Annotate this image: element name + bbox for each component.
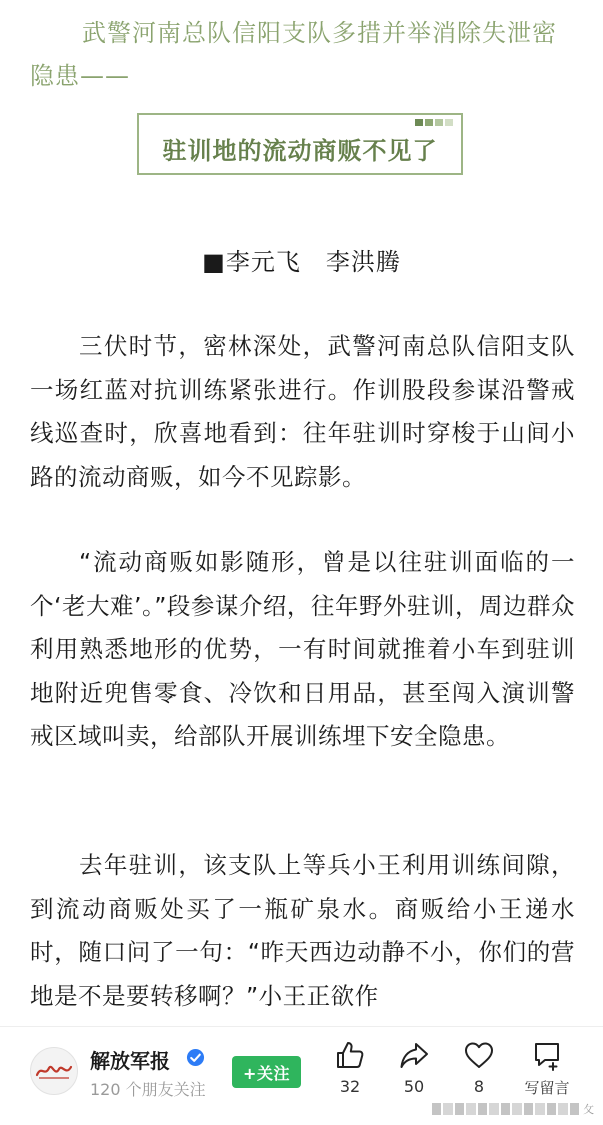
like-button[interactable] xyxy=(320,1039,380,1096)
comment-plus-icon xyxy=(531,1039,563,1071)
share-arrow-icon xyxy=(398,1039,430,1071)
article-paragraph: “流动商贩如影随形，曾是以往驻训面临的一个‘老大难’。”段参谋介绍，往年野外驻训，周边群众利用熟悉地形的优势，一有时间就推着小车到驻训地附近兜售零食、冷饮和日用品，甚至闯入演训警戒区域叫卖，给部队开展训练埋下安全隐患。 xyxy=(30,548,575,750)
share-button[interactable] xyxy=(384,1039,444,1096)
follow-button[interactable]: +关注 xyxy=(232,1056,301,1088)
share-count: 50 xyxy=(403,1077,425,1096)
write-comment-button[interactable] xyxy=(514,1039,580,1098)
favorite-count: 8 xyxy=(473,1077,485,1096)
article-paragraph: 三伏时节，密林深处，武警河南总队信阳支队一场红蓝对抗训练紧张进行。作训股段参谋沿警戒线巡查时，欣喜地看到：往年驻训时穿梭于山间小路的流动商贩，如今不见踪影。 xyxy=(30,332,575,491)
subheading-decoration xyxy=(415,119,453,126)
verified-check-icon xyxy=(186,1048,205,1067)
watermark-strip xyxy=(432,1102,594,1116)
bottom-action-bar xyxy=(0,1026,603,1125)
article-headline: 武警河南总队信阳支队多措并举消除失泄密隐患—— xyxy=(30,19,557,90)
account-name[interactable]: 解放军报 xyxy=(90,1049,170,1073)
followers-count: 120 个朋友关注 xyxy=(90,1080,206,1099)
article-paragraph: 去年驻训，该支队上等兵小王利用训练间隙，到流动商贩处买了一瓶矿泉水。商贩给小王递水时，随口问了一句：“昨天西边动静不小，你们的营地是不是要转移啊？”小王正欲作 xyxy=(30,851,575,1010)
heart-icon xyxy=(463,1039,495,1071)
subheading-box xyxy=(137,113,463,175)
article-byline: ■李元飞 李洪腾 xyxy=(202,248,401,276)
watermark-char: 攵 xyxy=(583,1103,595,1116)
article-subheading: 驻训地的流动商贩不见了 xyxy=(162,137,438,165)
like-count: 32 xyxy=(339,1077,361,1096)
favorite-button[interactable] xyxy=(449,1039,509,1096)
thumbs-up-icon xyxy=(334,1039,366,1071)
comment-label: 写留言 xyxy=(524,1079,570,1097)
newspaper-logo-icon xyxy=(33,1059,75,1083)
account-avatar[interactable] xyxy=(30,1047,78,1095)
